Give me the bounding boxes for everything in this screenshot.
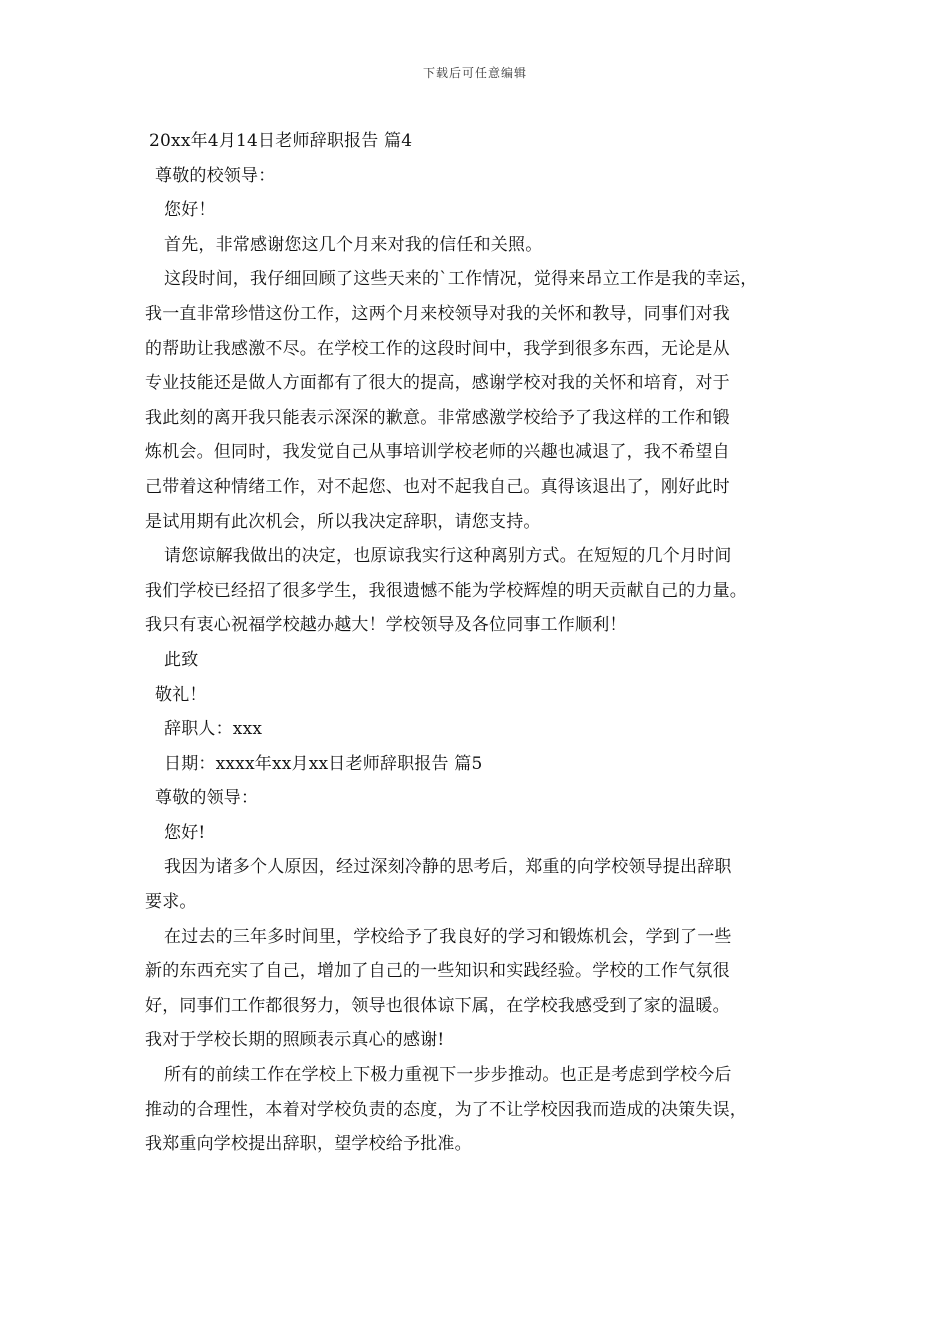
text-line: 尊敬的校领导： bbox=[155, 165, 276, 186]
text-line: 在过去的三年多时间里，学校给予了我良好的学习和锻炼机会，学到了一些 bbox=[164, 926, 732, 947]
document-body bbox=[145, 124, 825, 1162]
text-line: 我一直非常珍惜这份工作，这两个月来校领导对我的关怀和教导，同事们对我 bbox=[145, 303, 730, 324]
text-line: 日期：xxxx年xx月xx日老师辞职报告 篇5 bbox=[164, 753, 483, 774]
text-line: 我因为诸多个人原因，经过深刻冷静的思考后，郑重的向学校领导提出辞职 bbox=[164, 857, 732, 878]
text-line: 的帮助让我感激不尽。在学校工作的这段时间中，我学到很多东西，无论是从 bbox=[145, 338, 730, 359]
text-line: 我对于学校长期的照顾表示真心的感谢! bbox=[145, 1030, 445, 1051]
text-line: 20xx年4月14日老师辞职报告 篇4 bbox=[149, 131, 413, 151]
text-line: 推动的合理性，本着对学校负责的态度，为了不让学校因我而造成的决策失误， bbox=[145, 1099, 747, 1120]
text-line: 我此刻的离开我只能表示深深的歉意。非常感激学校给予了我这样的工作和锻 bbox=[145, 407, 730, 428]
text-line: 我郑重向学校提出辞职，望学校给予批准。 bbox=[145, 1134, 472, 1155]
text-line: 您好！ bbox=[164, 200, 216, 221]
text-line: 所有的前续工作在学校上下极力重视下一步步推动。也正是考虑到学校今后 bbox=[164, 1065, 732, 1086]
text-line: 这段时间，我仔细回顾了这些天来的`工作情况，觉得来昂立工作是我的幸运， bbox=[164, 269, 758, 290]
text-line: 我们学校已经招了很多学生，我很遗憾不能为学校辉煌的明天贡献自己的力量。 bbox=[145, 580, 747, 601]
text-line: 是试用期有此次机会，所以我决定辞职，请您支持。 bbox=[145, 511, 541, 532]
text-line: 请您谅解我做出的决定，也原谅我实行这种离别方式。在短短的几个月时间 bbox=[164, 546, 732, 567]
text-line: 首先，非常感谢您这几个月来对我的信任和关照。 bbox=[164, 234, 543, 255]
text-line: 您好! bbox=[164, 822, 206, 843]
text-line: 尊敬的领导： bbox=[155, 788, 259, 809]
text-line: 炼机会。但同时，我发觉自己从事培训学校老师的兴趣也减退了，我不希望自 bbox=[145, 442, 730, 463]
text-line: 我只有衷心祝福学校越办越大！学校领导及各位同事工作顺利！ bbox=[145, 615, 627, 636]
text-line: 新的东西充实了自己，增加了自己的一些知识和实践经验。学校的工作气氛很 bbox=[145, 961, 730, 982]
text-line: 此致 bbox=[164, 649, 199, 670]
page-header-note: 下载后可任意编辑 bbox=[422, 66, 527, 80]
text-line: 己带着这种情绪工作，对不起您、也对不起我自己。真得该退出了，刚好此时 bbox=[145, 476, 730, 497]
text-line: 敬礼！ bbox=[155, 684, 207, 705]
text-line: 专业技能还是做人方面都有了很大的提高，感谢学校对我的关怀和培育，对于 bbox=[145, 373, 730, 394]
text-line: 好，同事们工作都很努力，领导也很体谅下属，在学校我感受到了家的温暖。 bbox=[145, 995, 730, 1016]
text-line: 辞职人：xxx bbox=[164, 719, 263, 740]
text-line: 要求。 bbox=[145, 892, 197, 913]
